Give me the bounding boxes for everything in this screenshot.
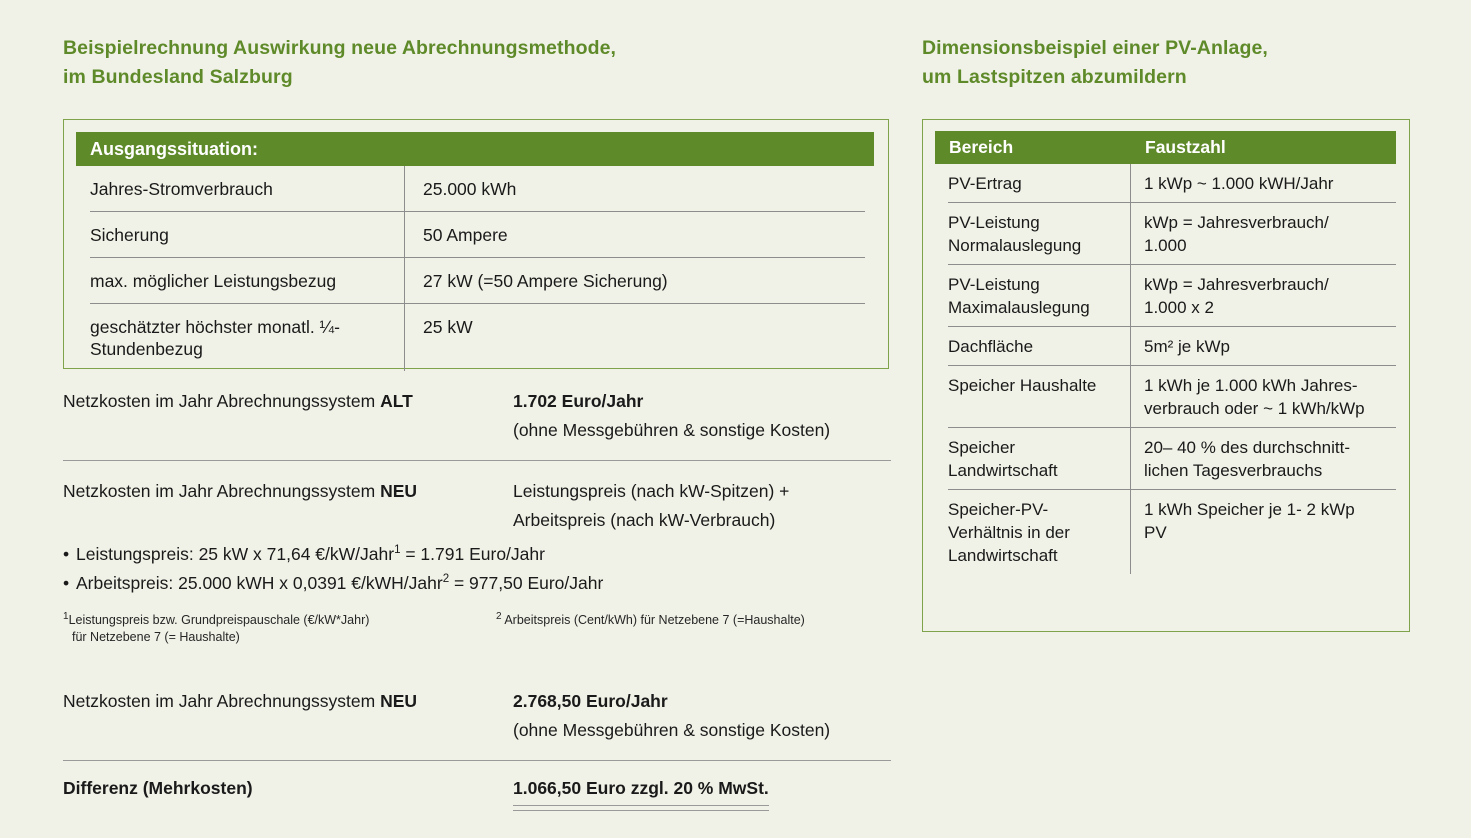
ausgangssituation-table: [90, 166, 865, 371]
row-label-line-1: PV-Leistung: [948, 213, 1040, 232]
netzkosten-neu-value-line-1: Leistungspreis (nach kW-Spitzen) +: [513, 481, 790, 501]
row-value: [1131, 164, 1397, 203]
netzkosten-neu-total-label-strong: NEU: [380, 691, 418, 711]
bullet-2-text-a: Arbeitspreis: 25.000 kWH x 0,0391 €/kWH/Jahr: [76, 573, 443, 593]
divider-after-alt: [63, 460, 891, 461]
footnote-2-marker: 2: [496, 610, 502, 622]
row-label-line-1: Dachfläche: [948, 337, 1034, 356]
netzkosten-neu-total-value-group: [513, 687, 830, 745]
row-value: [1131, 428, 1397, 490]
row-label-line-1: Speicher-PV-: [948, 500, 1049, 519]
list-item: [63, 540, 891, 569]
netzkosten-neu-label-strong: NEU: [380, 481, 418, 501]
faustzahl-table: [948, 164, 1396, 574]
differenz-value: 1.066,50 Euro zzgl. 20 % MwSt.: [513, 774, 769, 803]
bullet-1-text-a: Leistungspreis: 25 kW x 71,64 €/kW/Jahr: [76, 544, 395, 564]
netzkosten-alt-label-prefix: Netzkosten im Jahr Abrechnungssystem: [63, 391, 381, 411]
row-label: [948, 203, 1131, 265]
bullet-2-footnote-ref: 2: [442, 573, 450, 586]
footnotes: [63, 612, 903, 652]
netzkosten-neu-block: [63, 477, 891, 535]
footnote-2: [496, 612, 805, 629]
row-label-line-3: Landwirtschaft: [948, 546, 1058, 565]
row-value: [1131, 490, 1397, 575]
differenz-label-text: Differenz (Mehrkosten): [63, 778, 253, 798]
row-label: [948, 164, 1131, 203]
row-label-line-1: PV-Ertrag: [948, 174, 1022, 193]
list-item: [63, 569, 891, 598]
netzkosten-neu-total-block: [63, 687, 891, 745]
netzkosten-neu-row: [63, 477, 891, 535]
row-value: 27 kW (=50 Ampere Sicherung): [405, 258, 866, 304]
row-label: [948, 366, 1131, 428]
netzkosten-alt-note: (ohne Messgebühren & sonstige Kosten): [513, 420, 831, 440]
row-value-line-1: 20– 40 % des durchschnitt-: [1144, 438, 1351, 457]
row-value: 25 kW: [423, 317, 473, 337]
netzkosten-neu-label-prefix: Netzkosten im Jahr Abrechnungssystem: [63, 481, 381, 501]
row-value: 25.000 kWh: [405, 166, 866, 212]
row-label-line-1: Speicher Haushalte: [948, 376, 1097, 395]
row-label: Jahres-Stromverbrauch: [90, 166, 405, 212]
row-value-line-2: 1.000: [1144, 236, 1187, 255]
faustzahl-header-col-a: Bereich: [949, 137, 1014, 157]
netzkosten-alt-label-strong: ALT: [380, 391, 413, 411]
footnote-2-line-1: Arbeitspreis (Cent/kWh) für Netzebene 7 (=Haushalte): [501, 613, 805, 627]
table-row: [948, 203, 1396, 265]
left-heading-line-2: im Bundesland Salzburg: [63, 66, 293, 88]
bullet-1-text-b: = 1.791 Euro/Jahr: [400, 544, 545, 564]
table-row: [948, 366, 1396, 428]
bullet-2-text-b: = 977,50 Euro/Jahr: [449, 573, 604, 593]
table-row: [948, 164, 1396, 203]
table-row: [90, 212, 865, 258]
faustzahl-header: [935, 131, 1396, 164]
row-value-line-2: lichen Tagesverbrauchs: [1144, 461, 1323, 480]
row-value: [1131, 265, 1397, 327]
row-value-line-2: 1.000 x 2: [1144, 298, 1214, 317]
ausgangssituation-box: [63, 119, 889, 369]
table-row: [948, 265, 1396, 327]
row-value-line-1: 1 kWh je 1.000 kWh Jahres-: [1144, 376, 1358, 395]
netzkosten-neu-total-note: (ohne Messgebühren & sonstige Kosten): [513, 720, 831, 740]
table-row: [948, 327, 1396, 366]
ausgangssituation-header-label: Ausgangssituation:: [90, 138, 259, 159]
footnote-1: [63, 612, 369, 646]
row-value-line-2: verbrauch oder ~ 1 kWh/kWp: [1144, 399, 1365, 418]
row-label-line-1: PV-Leistung: [948, 275, 1040, 294]
netzkosten-neu-value-line-2: Arbeitspreis (nach kW-Verbrauch): [513, 510, 776, 530]
netzkosten-neu-value-group: [513, 477, 789, 535]
netzkosten-alt-value: 1.702 Euro/Jahr: [513, 391, 644, 411]
differenz-value-group: [513, 774, 769, 803]
row-value-line-1: 1 kWp ~ 1.000 kWH/Jahr: [1144, 174, 1334, 193]
row-value: [1131, 327, 1397, 366]
right-heading-line-1: Dimensionsbeispiel einer PV-Anlage,: [922, 37, 1268, 59]
netzkosten-neu-total-value: 2.768,50 Euro/Jahr: [513, 691, 668, 711]
row-value: [1131, 203, 1397, 265]
bullet-1-footnote-ref: 1: [394, 544, 401, 557]
row-label-line-2: Maximalauslegung: [948, 298, 1090, 317]
row-value-line-2: PV: [1144, 523, 1167, 542]
netzkosten-alt-label: [63, 387, 513, 416]
row-label: [948, 490, 1131, 575]
row-label-line-2: Landwirtschaft: [948, 461, 1058, 480]
differenz-row: [63, 774, 891, 803]
divider-before-differenz: [63, 760, 891, 761]
footnote-1-line-2: für Netzebene 7 (= Haushalte): [72, 630, 240, 644]
differenz-label: [63, 774, 513, 803]
row-value-line-1: kWp = Jahresverbrauch/: [1144, 213, 1329, 232]
left-section-heading: [63, 34, 616, 92]
row-value-line-1: 5m² je kWp: [1144, 337, 1230, 356]
table-row: [90, 166, 865, 212]
footnote-1-line-1: Leistungspreis bzw. Grundpreispauschale (€/kW*Jahr): [68, 613, 370, 627]
netzkosten-alt-block: [63, 387, 891, 445]
table-row: [948, 490, 1396, 575]
row-label: geschätzter höchster monatl. ¼-Stundenbezug: [90, 304, 405, 372]
netzkosten-neu-total-label-prefix: Netzkosten im Jahr Abrechnungssystem: [63, 691, 381, 711]
netzkosten-alt-value-group: [513, 387, 830, 445]
row-label: Sicherung: [90, 212, 405, 258]
faustzahl-box: [922, 119, 1410, 632]
right-heading-line-2: um Lastspitzen abzumildern: [922, 66, 1187, 88]
netzkosten-alt-row: [63, 387, 891, 445]
row-label: max. möglicher Leistungsbezug: [90, 258, 405, 304]
table-row: [90, 258, 865, 304]
row-label-line-2: Verhältnis in der: [948, 523, 1070, 542]
row-value-line-1: 1 kWh Speicher je 1- 2 kWp: [1144, 500, 1355, 519]
differenz-block: [63, 774, 891, 803]
table-row: [90, 304, 865, 372]
netzkosten-neu-total-label: [63, 687, 513, 716]
row-value-line-1: kWp = Jahresverbrauch/: [1144, 275, 1329, 294]
row-value: [1131, 366, 1397, 428]
row-label: [948, 327, 1131, 366]
netzkosten-neu-label: [63, 477, 513, 506]
row-label: [948, 428, 1131, 490]
table-row: [948, 428, 1396, 490]
netzkosten-neu-total-row: [63, 687, 891, 745]
row-label-line-2: Normalauslegung: [948, 236, 1082, 255]
row-label: [948, 265, 1131, 327]
row-label-line-1: Speicher: [948, 438, 1016, 457]
footnote-1-marker: 1: [63, 610, 69, 622]
row-value: 50 Ampere: [405, 212, 866, 258]
right-section-heading: [922, 34, 1268, 92]
left-heading-line-1: Beispielrechnung Auswirkung neue Abrechnungsmethode,: [63, 37, 617, 59]
ausgangssituation-header: [76, 132, 874, 166]
faustzahl-header-col-b: Faustzahl: [1145, 137, 1226, 157]
calculation-bullet-list: [63, 540, 891, 598]
